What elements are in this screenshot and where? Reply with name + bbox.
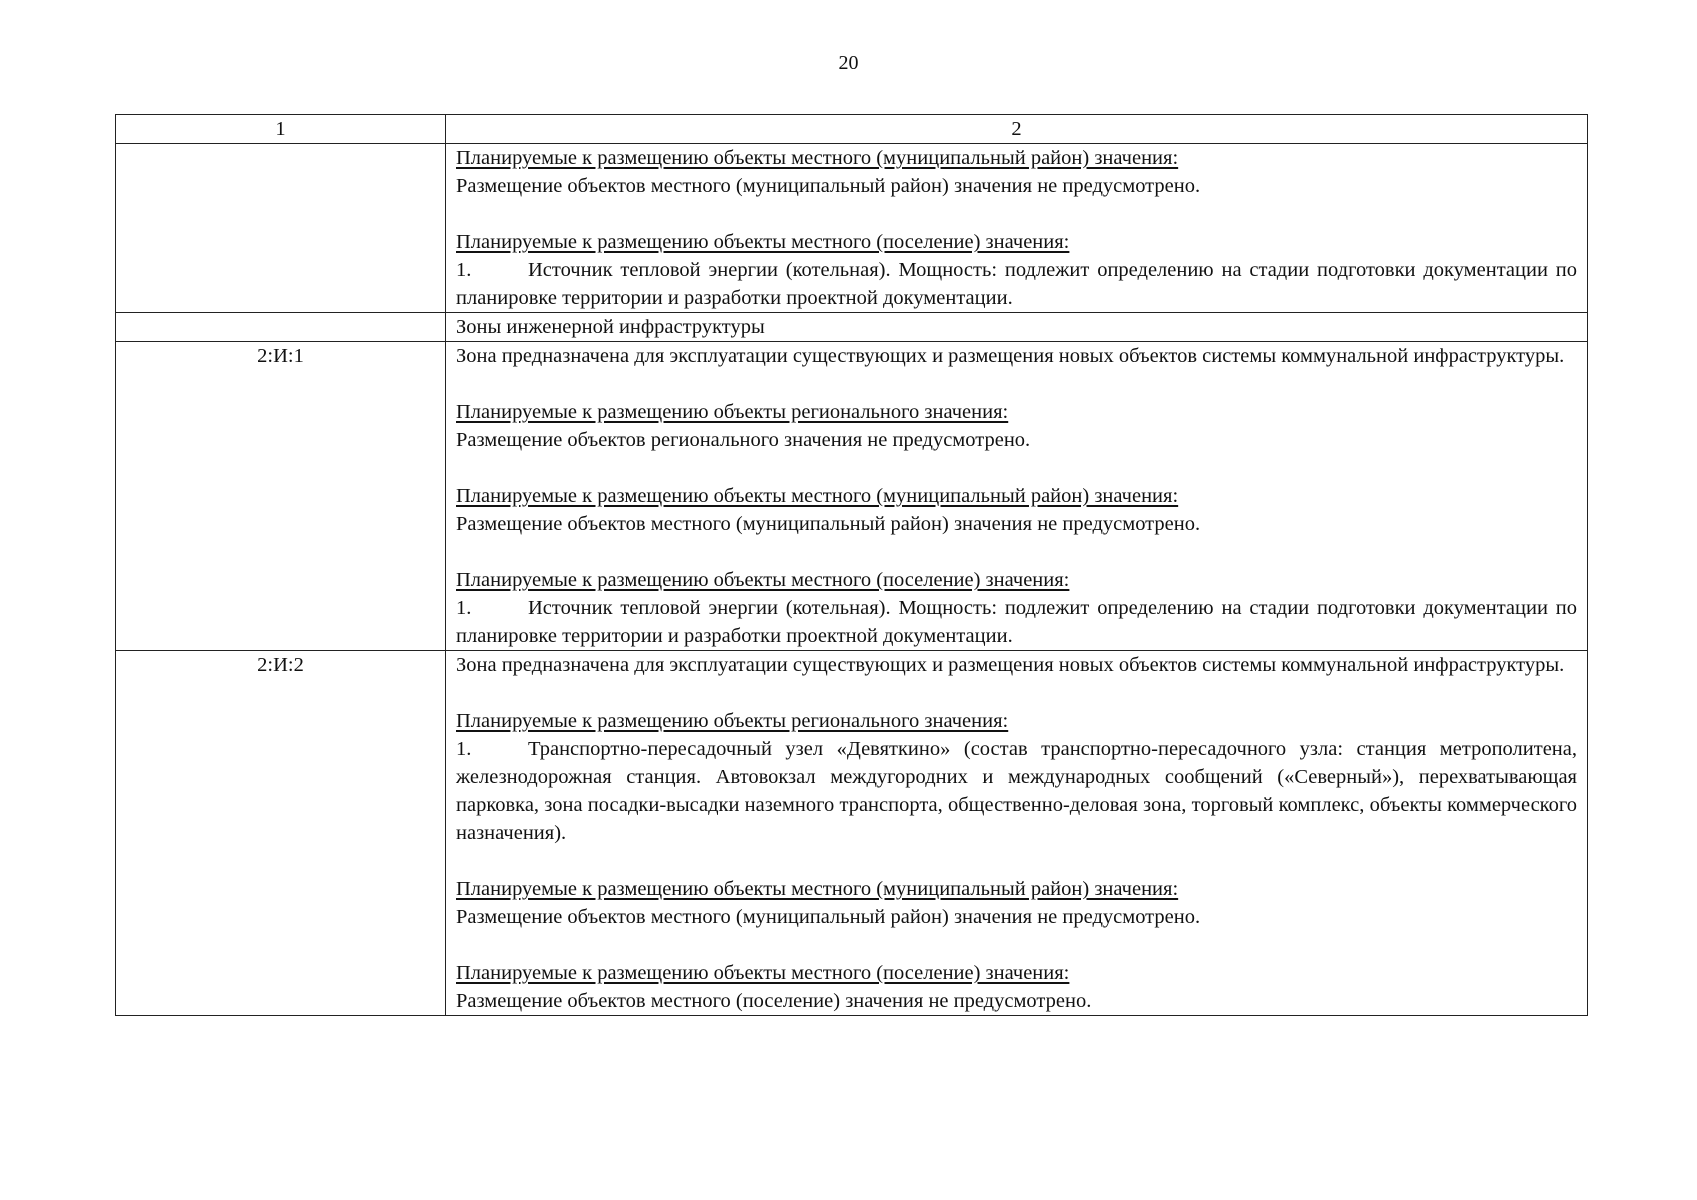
header-col-2: 2 xyxy=(446,115,1588,144)
section-text-settlement: Размещение объектов местного (поселение) значения не предусмотрено. xyxy=(456,990,1092,1012)
zones-table xyxy=(115,114,1588,1016)
list-item xyxy=(456,256,1577,312)
zone-code: 2:И:1 xyxy=(116,342,446,651)
list-item xyxy=(456,735,1577,847)
header-col-1: 1 xyxy=(116,115,446,144)
zone-description xyxy=(446,144,1588,313)
list-item-number: 1. xyxy=(456,259,472,281)
table-row xyxy=(116,313,1588,342)
section-text-municipal: Размещение объектов местного (муниципальный район) значения не предусмотрено. xyxy=(456,513,1201,535)
section-heading-settlement: Планируемые к размещению объекты местного (поселение) значения: xyxy=(456,569,1070,591)
table-row xyxy=(116,651,1588,1016)
section-text-regional: Размещение объектов регионального значения не предусмотрено. xyxy=(456,429,1031,451)
list-item-text: Транспортно-пересадочный узел «Девяткино» (состав транспортно-пересадочного узла: станция метрополитена, железнодорожная станция. Автовокзал междугородних и международных сообщений («Северный»), перехватывающая парковка, зона посадки-высадки наземного транспорта, общественно-деловая зона, торговый комплекс, объекты коммерческого назначения). xyxy=(456,738,1577,844)
list-item-text: Источник тепловой энергии (котельная). Мощность: подлежит определению на стадии подготовки документации по планировке территории и разработки проектной документации. xyxy=(456,259,1577,309)
list-item-number: 1. xyxy=(456,738,472,760)
section-heading-settlement: Планируемые к размещению объекты местного (поселение) значения: xyxy=(456,231,1070,253)
zone-code xyxy=(116,313,446,342)
zone-purpose-text: Зона предназначена для эксплуатации существующих и размещения новых объектов системы коммунальной инфраструктуры. xyxy=(456,345,1565,367)
section-heading-regional: Планируемые к размещению объекты регионального значения: xyxy=(456,401,1009,423)
zone-group-title: Зоны инженерной инфраструктуры xyxy=(446,313,1588,342)
table-header-row xyxy=(116,115,1588,144)
zone-code xyxy=(116,144,446,313)
zone-code: 2:И:2 xyxy=(116,651,446,1016)
list-item xyxy=(456,594,1577,650)
list-item-text: Источник тепловой энергии (котельная). Мощность: подлежит определению на стадии подготовки документации по планировке территории и разработки проектной документации. xyxy=(456,597,1577,647)
section-heading-settlement: Планируемые к размещению объекты местного (поселение) значения: xyxy=(456,962,1070,984)
section-heading-municipal: Планируемые к размещению объекты местного (муниципальный район) значения: xyxy=(456,878,1179,900)
table-row xyxy=(116,144,1588,313)
zone-description xyxy=(446,651,1588,1016)
section-heading-municipal: Планируемые к размещению объекты местного (муниципальный район) значения: xyxy=(456,147,1179,169)
section-text-municipal: Размещение объектов местного (муниципальный район) значения не предусмотрено. xyxy=(456,175,1201,197)
section-text-municipal: Размещение объектов местного (муниципальный район) значения не предусмотрено. xyxy=(456,906,1201,928)
section-heading-regional: Планируемые к размещению объекты регионального значения: xyxy=(456,710,1009,732)
zone-purpose-text: Зона предназначена для эксплуатации существующих и размещения новых объектов системы коммунальной инфраструктуры. xyxy=(456,654,1565,676)
section-heading-municipal: Планируемые к размещению объекты местного (муниципальный район) значения: xyxy=(456,485,1179,507)
table-row xyxy=(116,342,1588,651)
page-number: 20 xyxy=(838,52,859,74)
zone-description xyxy=(446,342,1588,651)
list-item-number: 1. xyxy=(456,597,472,619)
